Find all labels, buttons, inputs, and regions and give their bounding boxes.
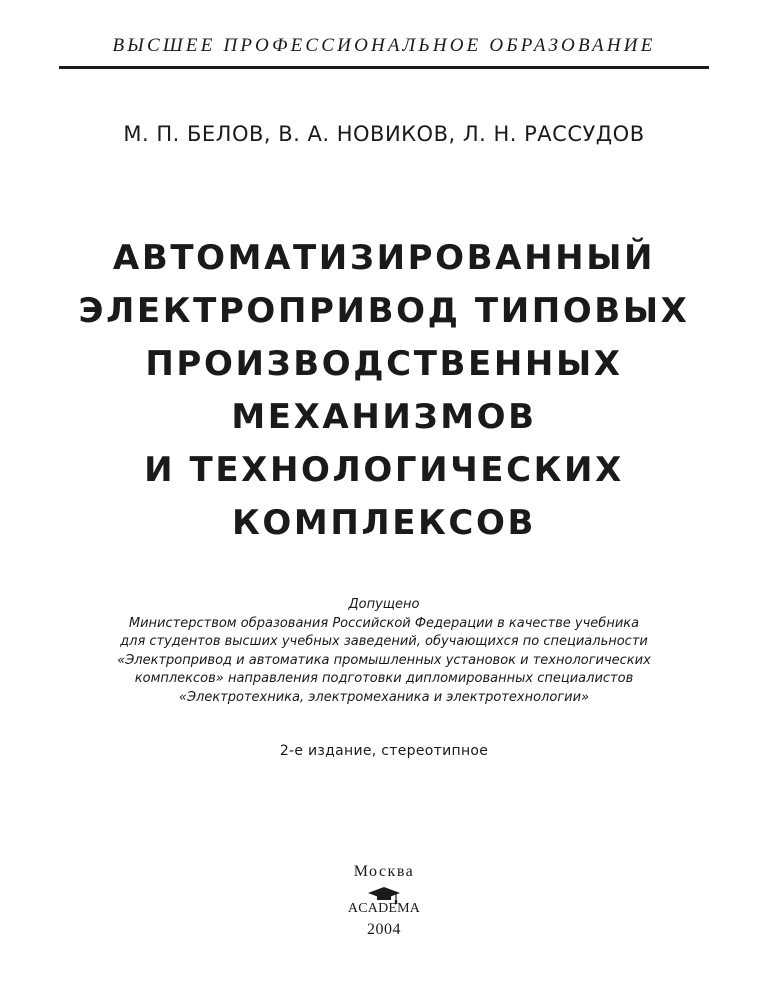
title-line: И ТЕХНОЛОГИЧЕСКИХ — [144, 450, 624, 490]
approval-line: комплексов» направления подготовки дипломированных специалистов — [134, 671, 634, 686]
approval-line: Министерством образования Российской Федерации в качестве учебника — [128, 615, 640, 631]
title-line: ПРОИЗВОДСТВЕННЫХ — [145, 344, 623, 384]
publisher-logo-text: ACADEMA — [347, 901, 421, 916]
header-rule — [59, 66, 709, 69]
series-title: ВЫСШЕЕ ПРОФЕССИОНАЛЬНОЕ ОБРАЗОВАНИЕ — [112, 35, 656, 56]
title-line: КОМПЛЕКСОВ — [231, 503, 536, 543]
edition-note: 2-е издание, стереотипное — [279, 743, 489, 759]
publication-city: Москва — [353, 863, 415, 880]
title-line: ЭЛЕКТРОПРИВОД ТИПОВЫХ — [78, 291, 690, 331]
approval-statement — [0, 596, 768, 707]
publisher-logo — [330, 884, 438, 922]
authors: М. П. БЕЛОВ, В. А. НОВИКОВ, Л. Н. РАССУДОВ — [123, 122, 645, 146]
approval-line: «Электропривод и автоматика промышленных установок и технологических — [117, 652, 651, 668]
approval-line: «Электротехника, электромеханика и электротехнологии» — [178, 689, 590, 705]
title-line: АВТОМАТИЗИРОВАННЫЙ — [112, 238, 656, 278]
publication-year: 2004 — [367, 921, 401, 938]
book-title — [0, 232, 768, 550]
approval-line: Допущено — [348, 597, 420, 612]
title-line: МЕХАНИЗМОВ — [231, 397, 537, 437]
approval-line: для студентов высших учебных заведений, обучающихся по специальности — [120, 634, 648, 649]
